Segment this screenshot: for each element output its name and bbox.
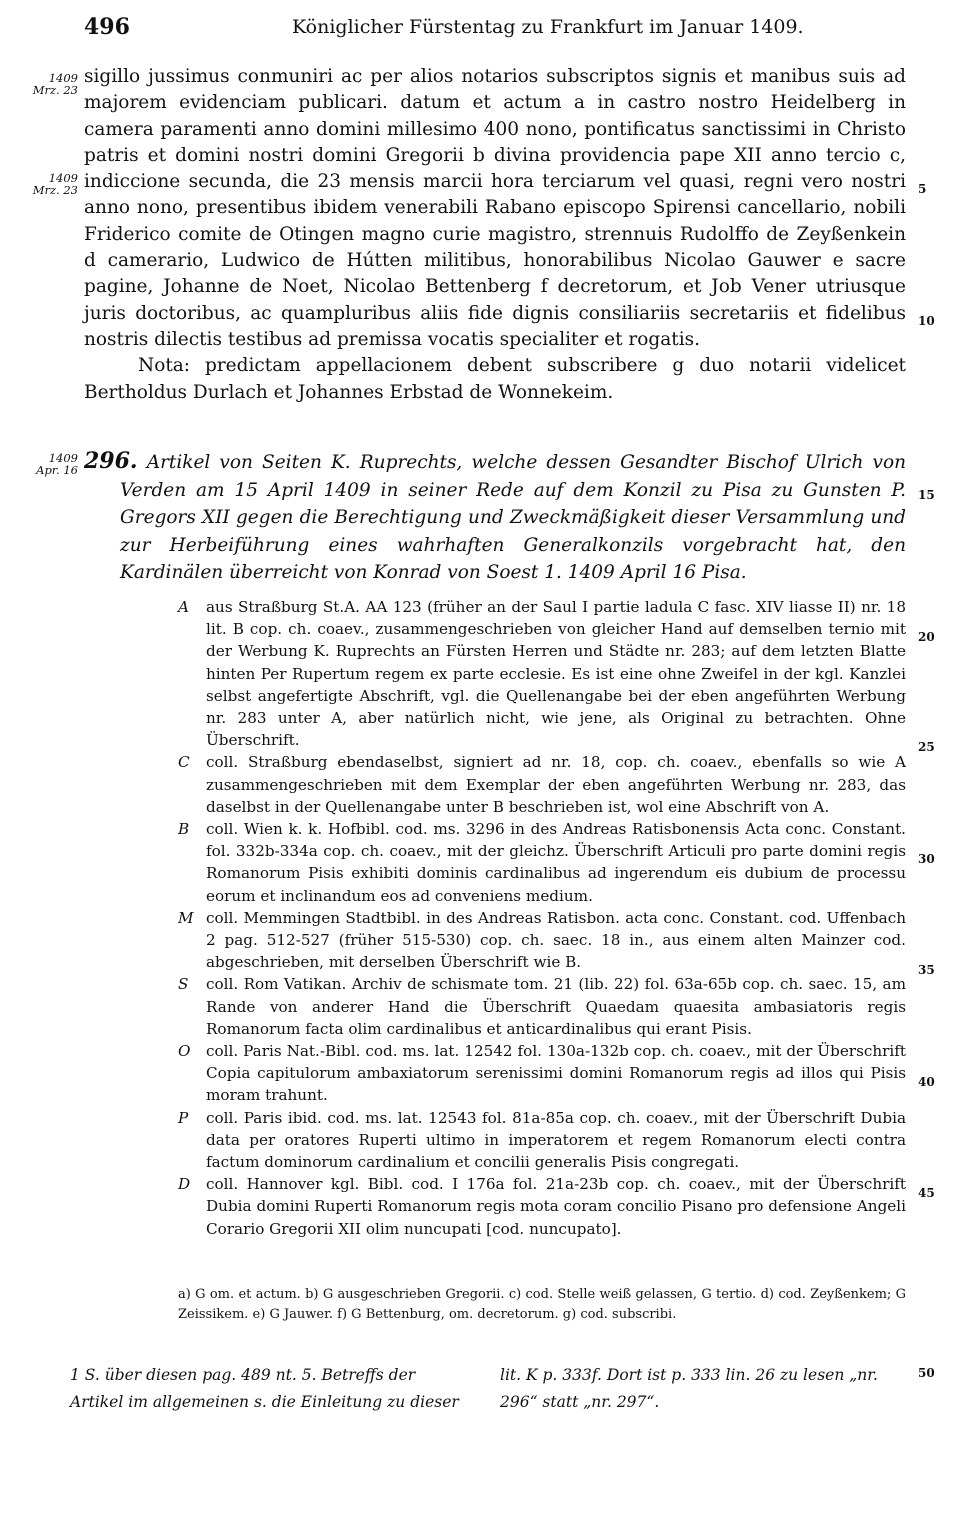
source-text: coll. Hannover kgl. Bibl. cod. I 176a fol. 21a-23b cop. ch. coaev., mit der Überschrift Dubia domini Ruperti Romanorum regis mota coram concilio Pisano pro defensione Angeli Corario Gregorii XII olim nuncupati [cod. nuncupato]. (206, 1175, 906, 1238)
source-text: coll. Straßburg ebendaselbst, signiert ad nr. 18, cop. ch. coaev., ebenfalls so wie A zusammengeschrieben mit dem Exemplar der eben angeführten Werbung nr. 283, das daselbst in der Quellenangabe unter B beschrieben ist, wol eine Abschrift von A. (206, 753, 906, 816)
source-entry (178, 1107, 906, 1174)
source-text: coll. Rom Vatikan. Archiv de schismate tom. 21 (lib. 22) fol. 63a-65b cop. ch. saec. 15, am Rande von anderer Hand die Überschrift Quaedam quaesita ambasiatoris regis Romanorum facta olim cardinalibus et anticardinalibus qui erant Pisis. (206, 975, 906, 1038)
line-number: 20 (918, 630, 935, 644)
paragraph-nota: Nota: predictam appellacionem debent subscribere g duo notarii videlicet Bertholdus Durlach et Johannes Erbstad de Wonnekeim. (84, 355, 906, 403)
source-siglum: C (178, 753, 190, 772)
line-number: 25 (918, 740, 935, 754)
source-text: aus Straßburg St.A. AA 123 (früher an der Saul I partie ladula C fasc. XIV liasse II) nr. 18 lit. B cop. ch. coaev., zusammengeschrieben von gleicher Hand auf demselben ternio mit der Werbung K. Ruprechts an Fürsten Herren und Städte nr. 283; auf dem letzten Blatte hinten Per Rupertum regem ex parte ecclesie. Es ist eine ohne Zweifel in der kgl. Kanzlei selbst angefertigte Abschrift, vgl. die Quellenangabe bei der eben angeführten Werbung nr. 283 unter A, aber natürlich nicht, wie jene, als Original zu betrachten. Ohne Überschrift. (206, 598, 906, 750)
page-number: 496 (84, 14, 130, 40)
line-number: 15 (918, 488, 935, 502)
footnote-right: lit. K p. 333f. Dort ist p. 333 lin. 26 zu lesen „nr. 296“ statt „nr. 297“. (500, 1366, 878, 1411)
source-siglum: S (178, 975, 189, 994)
source-siglum: D (178, 1175, 191, 1194)
source-list (178, 596, 906, 1240)
source-siglum: B (178, 820, 190, 839)
variant-notes: a) G om. et actum. b) G ausgeschrieben Gregorii. c) cod. Stelle weiß gelassen, G tertio. d) cod. Zeyßenkem; G Zeissikem. e) G Jauwer. f) G Bettenburg, om. decretorum. g) cod. subscribi. (178, 1287, 906, 1322)
source-text: coll. Memmingen Stadtbibl. in des Andreas Ratisbon. acta conc. Constant. cod. Uffenbach 2 pag. 512-527 (früher 515-530) cop. ch. saec. 18 in., aus einem alten Mainzer cod. abgeschrieben, mit derselben Überschrift wie B. (206, 908, 906, 972)
source-text: coll. Paris Nat.-Bibl. cod. ms. lat. 12542 fol. 130a-132b cop. ch. coaev., mit der Überschrift Copia capitulorum ambaxiatorum serenissimi domini Romanorum regis ad illos qui Pisis moram trahunt. (206, 1042, 906, 1105)
footnote-left: 1 S. über diesen pag. 489 nt. 5. Betreffs der Artikel im allgemeinen s. die Einleitung zu dieser (70, 1366, 459, 1411)
source-entry (178, 1173, 906, 1240)
line-number: 30 (918, 852, 935, 866)
line-number: 45 (918, 1186, 935, 1200)
line-number: 50 (918, 1366, 935, 1380)
paragraph-charter-text: sigillo jussimus conmuniri ac per alios notarios subscriptos signis et manibus suis ad majorem evidenciam publicari. datum et actum a in castro nostro Heidelberg in camera paramenti anno domini millesimo 400 nono, pontificatus sanctissimi in Christo patris et domini nostri domini Gregorii b divina providencia pape XII anno tercio c, indiccione secunda, die 23 mensis marcii hora terciarum vel quasi, regni vero nostri anno nono, presentibus ibidem venerabili Rabano episcopo Spirensi cancellario, nobili Friderico comite de Otingen magno curie magistro, strennuis Rudolffo de Zeyßenkein d camerario, Ludwico de Hútten militibus, honorabilibus Nicolao Gauwer e sacre pagine, Johanne de Noet, Nicolao Bettenberg f decretorum, et Job Vener utriusque juris doctoribus, ac quampluribus aliis fide dignis consiliariis secretariis et fidelibus nostris dilectis testibus ad premissa vocatis specialiter et rogatis. (84, 66, 906, 350)
footnote (70, 1362, 900, 1416)
main-text (84, 64, 906, 406)
margin-date-1: 1409 Mrz. 23 (32, 71, 78, 97)
line-number: 10 (918, 314, 935, 328)
source-entry (178, 1040, 906, 1107)
section-heading (84, 448, 906, 587)
source-text: coll. Paris ibid. cod. ms. lat. 12543 fol. 81a-85a cop. ch. coaev., mit der Überschrift Dubia data per oratores Ruperti ultimo in imperatorem et regem Romanorum electi contra factum dominorum cardinalium et concilii generalis Pisis congregati. (206, 1108, 906, 1172)
source-entry (178, 973, 906, 1040)
source-entry (178, 907, 906, 974)
source-siglum: A (178, 598, 189, 616)
source-siglum: O (178, 1042, 191, 1061)
section-number: 296. (84, 448, 138, 474)
source-entry (178, 596, 906, 751)
margin-date-3: 1409 Apr. 16 (36, 451, 78, 477)
margin-date-2: 1409 Mrz. 23 (32, 171, 78, 197)
line-number: 40 (918, 1075, 935, 1089)
source-text: coll. Wien k. k. Hofbibl. cod. ms. 3296 in des Andreas Ratisbonensis Acta conc. Constant. fol. 332b-334a cop. ch. coaev., mit der gleichz. Überschrift Articuli pro parte domini regis Romanorum Pisis exhibiti dominis cardinalibus ad ingerendum eis dubium de processu eorum et inclinandum eos ad conveniens medium. (206, 820, 906, 905)
source-entry (178, 818, 906, 907)
line-number: 5 (918, 182, 927, 196)
line-number: 35 (918, 963, 935, 977)
source-entry (178, 751, 906, 818)
source-siglum: P (178, 1108, 189, 1127)
section-title: Artikel von Seiten K. Ruprechts, welche dessen Gesandter Bischof Ulrich von Verden am 15 April 1409 in seiner Rede auf dem Konzil zu Pisa zu Gunsten P. Gregors XII gegen die Berechtigung und Zweckmäßigkeit dieser Versammlung und zur Herbeiführung eines wahrhaften Generalkonzils vorgebracht hat, den Kardinälen überreicht von Konrad von Soest 1. 1409 April 16 Pisa. (120, 452, 907, 583)
running-title: Königlicher Fürstentag zu Frankfurt im Januar 1409. (292, 16, 804, 38)
source-siglum: M (178, 908, 194, 927)
